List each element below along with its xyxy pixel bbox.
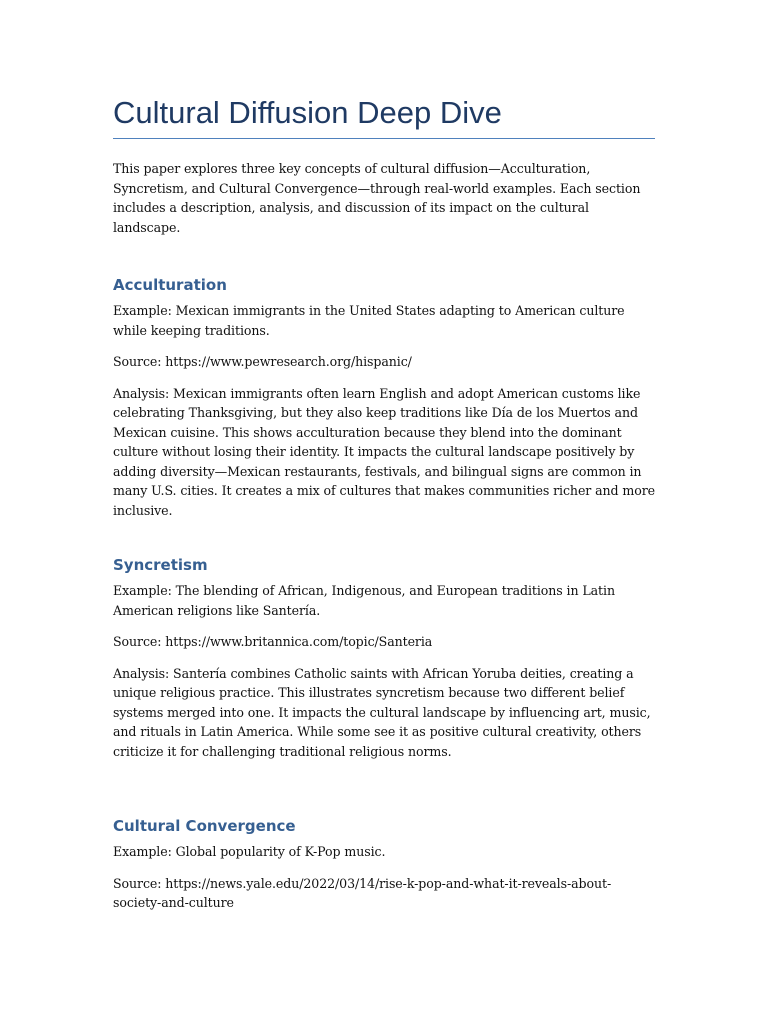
section-heading: Acculturation	[113, 276, 227, 294]
title-divider	[113, 138, 655, 139]
document-title: Cultural Diffusion Deep Dive	[113, 95, 502, 130]
source-paragraph: Source: https://news.yale.edu/2022/03/14/rise-k-pop-and-what-it-reveals-about-society-and-culture	[113, 875, 612, 910]
section-heading: Syncretism	[113, 556, 208, 574]
section-syncretism	[113, 554, 655, 773]
source-paragraph: Source: https://www.pewresearch.org/hispanic/	[113, 354, 412, 369]
example-paragraph: Example: Mexican immigrants in the United States adapting to American culture while keeping traditions.	[113, 303, 625, 338]
section-heading: Cultural Convergence	[113, 817, 296, 835]
analysis-paragraph: Analysis: Mexican immigrants often learn English and adopt American customs like celebrating Thanksgiving, but they also keep traditions like Día de los Muertos and Mexican cuisine. This shows acculturation because they blend into the dominant culture without losing their identity. It impacts the cultural landscape positively by adding diversity—Mexican restaurants, festivals, and bilingual signs are common in many U.S. cities. It creates a mix of cultures that makes communities richer and more inclusive.	[113, 385, 655, 518]
source-paragraph: Source: https://www.britannica.com/topic/Santeria	[113, 634, 433, 649]
example-paragraph: Example: The blending of African, Indigenous, and European traditions in Latin American religions like Santería.	[113, 583, 615, 618]
intro-paragraph: This paper explores three key concepts of cultural diffusion—Acculturation, Syncretism, and Cultural Convergence—through real-world examples. Each section includes a description, analysis, and discussion of its impact on the cultural landscape.	[113, 161, 641, 235]
section-acculturation	[113, 274, 655, 532]
analysis-paragraph: Analysis: Santería combines Catholic saints with African Yoruba deities, creating a unique religious practice. This illustrates syncretism because two different belief systems merged into one. It impacts the cultural landscape by influencing art, music, and rituals in Latin America. While some see it as positive cultural creativity, others criticize it for challenging traditional religious norms.	[113, 665, 651, 759]
example-paragraph: Example: Global popularity of K-Pop music.	[113, 844, 386, 859]
section-cultural-convergence	[113, 815, 655, 925]
